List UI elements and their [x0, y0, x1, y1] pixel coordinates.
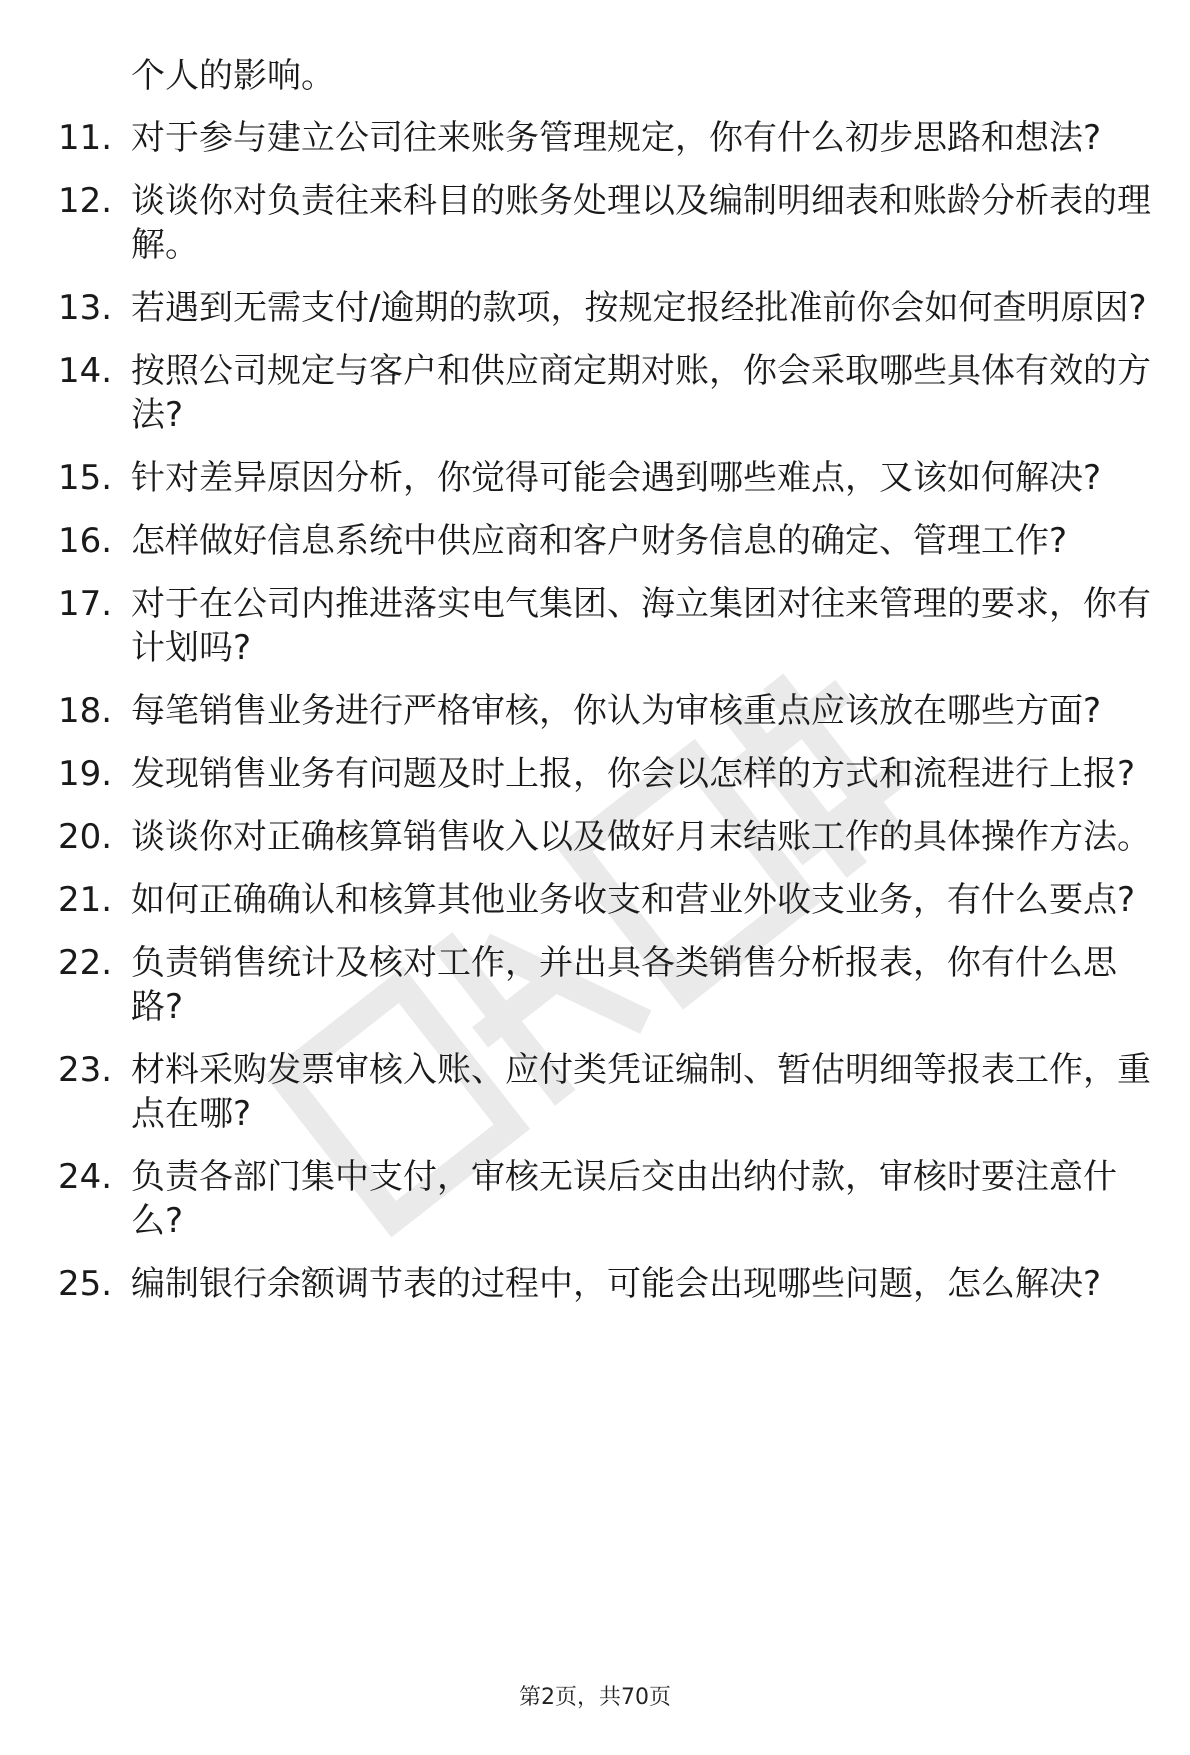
continuation-text: 个人的影响。: [131, 56, 335, 96]
question-item: [58, 1262, 1158, 1306]
question-number: 11.: [58, 118, 113, 158]
page-footer: 第2页，共70页: [519, 1685, 671, 1710]
question-number: 23.: [58, 1050, 113, 1090]
question-item: [58, 752, 1158, 796]
question-item: [58, 116, 1158, 160]
question-item: [58, 941, 1158, 1029]
question-item: [58, 582, 1158, 670]
question-text: 针对差异原因分析，你觉得可能会遇到哪些难点，又该如何解决?: [131, 458, 1102, 498]
question-number: 19.: [58, 754, 113, 794]
question-text: 负责各部门集中支付，审核无误后交由出纳付款，审核时要注意什么?: [131, 1157, 1117, 1241]
question-number: 13.: [58, 288, 113, 328]
question-item: [58, 179, 1158, 267]
question-text: 每笔销售业务进行严格审核，你认为审核重点应该放在哪些方面?: [131, 691, 1102, 731]
question-item: [58, 878, 1158, 922]
question-text: 若遇到无需支付/逾期的款项，按规定报经批准前你会如何查明原因?: [131, 288, 1147, 328]
question-text: 发现销售业务有问题及时上报，你会以怎样的方式和流程进行上报?: [131, 754, 1136, 794]
question-item: [58, 349, 1158, 437]
question-number: 18.: [58, 691, 113, 731]
question-number: 12.: [58, 181, 113, 221]
question-number: 22.: [58, 943, 113, 983]
question-item: [58, 456, 1158, 500]
question-text: 怎样做好信息系统中供应商和客户财务信息的确定、管理工作?: [131, 521, 1068, 561]
question-item: [58, 815, 1158, 859]
question-text: 按照公司规定与客户和供应商定期对账，你会采取哪些具体有效的方法?: [131, 351, 1151, 435]
question-text: 对于参与建立公司往来账务管理规定，你有什么初步思路和想法?: [131, 118, 1102, 158]
question-number: 17.: [58, 584, 113, 624]
question-item: [58, 286, 1158, 330]
question-number: 25.: [58, 1264, 113, 1304]
question-number: 24.: [58, 1157, 113, 1197]
question-item: [58, 1048, 1158, 1136]
question-number: 14.: [58, 351, 113, 391]
question-item: [58, 1155, 1158, 1243]
question-text: 谈谈你对正确核算销售收入以及做好月末结账工作的具体操作方法。: [131, 817, 1151, 857]
question-text: 编制银行余额调节表的过程中，可能会出现哪些问题，怎么解决?: [131, 1264, 1102, 1304]
question-item: [58, 519, 1158, 563]
question-number: 21.: [58, 880, 113, 920]
question-number: 20.: [58, 817, 113, 857]
question-number: 15.: [58, 458, 113, 498]
question-text: 谈谈你对负责往来科目的账务处理以及编制明细表和账龄分析表的理解。: [131, 181, 1151, 265]
question-text: 如何正确确认和核算其他业务收支和营业外收支业务，有什么要点?: [131, 880, 1136, 920]
question-number: 16.: [58, 521, 113, 561]
question-text: 材料采购发票审核入账、应付类凭证编制、暂估明细等报表工作，重点在哪?: [131, 1050, 1151, 1134]
question-list: [58, 116, 1158, 1325]
question-item: [58, 689, 1158, 733]
question-text: 对于在公司内推进落实电气集团、海立集团对往来管理的要求，你有计划吗?: [131, 584, 1151, 668]
question-text: 负责销售统计及核对工作，并出具各类销售分析报表，你有什么思路?: [131, 943, 1117, 1027]
